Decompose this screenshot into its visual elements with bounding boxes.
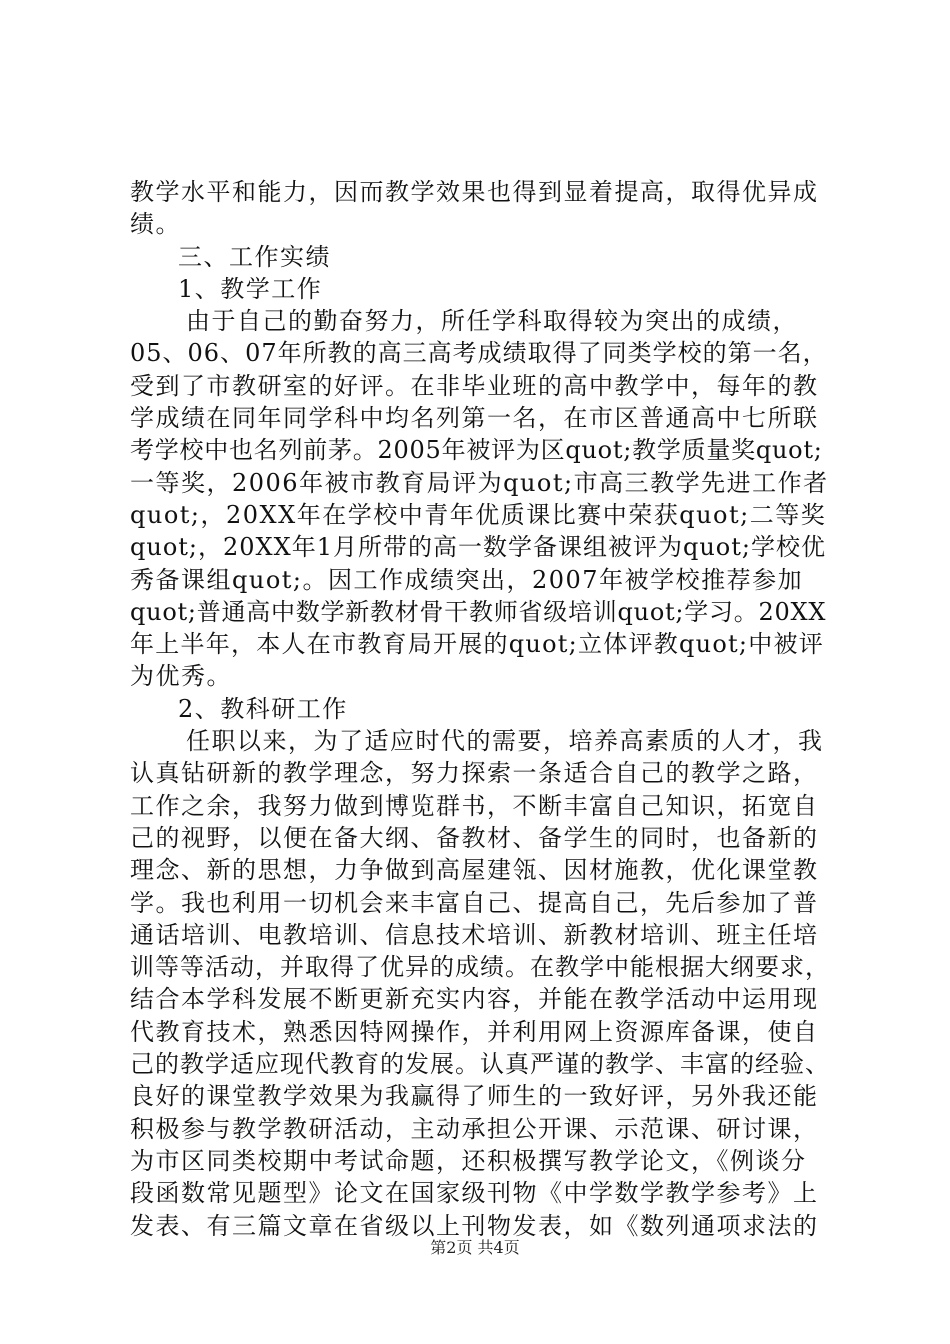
text-line: quot;普通高中数学新教材骨干教师省级培训quot;学习。20XX [130,597,827,626]
text-line: 己的视野，以便在备大纲、备教材、备学生的同时，也备新的 [130,823,819,852]
paragraph-first-line: 由于自己的勤奋努力，所任学科取得较为突出的成绩， [186,307,798,336]
text-line: 理念、新的思想，力争做到高屋建瓴、因材施教，优化课堂教 [130,856,819,885]
body-text [130,176,830,1242]
section-heading: 三、工作实绩 [178,242,331,271]
text-line: 训等等活动，并取得了优异的成绩。在教学中能根据大纲要求， [130,953,830,982]
text-line: 受到了市教研室的好评。在非毕业班的高中教学中，每年的教 [130,371,819,400]
text-line: 为市区同类校期中考试命题，还积极撰写教学论文，《例谈分 [130,1146,807,1175]
text-line: 段函数常见题型》论文在国家级刊物《中学数学教学参考》上 [130,1179,819,1208]
text-line: 代教育技术，熟悉因特网操作，并利用网上资源库备课，使自 [130,1017,819,1046]
paragraph-first-line: 任职以来，为了适应时代的需要，培养高素质的人才，我 [186,727,824,756]
text-line: 认真钻研新的教学理念，努力探索一条适合自己的教学之路， [130,759,819,788]
text-line: quot;，20XX年在学校中青年优质课比赛中荣获quot;二等奖 [130,500,827,529]
text-line: 积极参与教学教研活动，主动承担公开课、示范课、研讨课， [130,1114,819,1143]
text-line: 己的教学适应现代教育的发展。认真严谨的教学、丰富的经验、 [130,1050,830,1079]
text-line: 学。我也利用一切机会来丰富自己、提高自己，先后参加了普 [130,888,819,917]
text-line: 学成绩在同年同学科中均名列第一名，在市区普通高中七所联 [130,404,819,433]
subsection-heading: 1、教学工作 [178,274,323,303]
text-line: 为优秀。 [130,662,232,691]
text-line: 秀备课组quot;。因工作成绩突出，2007年被学校推荐参加 [130,565,804,594]
text-line: 一等奖，2006年被市教育局评为quot;市高三教学先进工作者 [130,468,829,497]
text-line: 通话培训、电教培训、信息技术培训、新教材培训、班主任培 [130,920,819,949]
text-line: quot;，20XX年1月所带的高一数学备课组被评为quot;学校优 [130,533,826,562]
text-line: 05、06、07年所教的高三高考成绩取得了同类学校的第一名， [130,339,828,368]
text-line: 结合本学科发展不断更新充实内容，并能在教学活动中运用现 [130,985,819,1014]
text-line: 年上半年，本人在市教育局开展的quot;立体评教quot;中被评 [130,630,824,659]
text-line: 发表、有三篇文章在省级以上刊物发表，如《数列通项求法的 [130,1211,819,1240]
text-line: 教学水平和能力，因而教学效果也得到显着提高，取得优异成 [130,178,819,206]
text-line: 工作之余，我努力做到博览群书，不断丰富自己知识，拓宽自 [130,791,819,820]
page-number-footer: 第2页 共4页 [430,1238,520,1257]
text-line: 良好的课堂教学效果为我赢得了师生的一致好评，另外我还能 [130,1082,819,1111]
text-line: 考学校中也名列前茅。2005年被评为区quot;教学质量奖quot; [130,436,823,465]
text-line: 绩。 [130,210,181,239]
subsection-heading: 2、教科研工作 [178,694,348,723]
